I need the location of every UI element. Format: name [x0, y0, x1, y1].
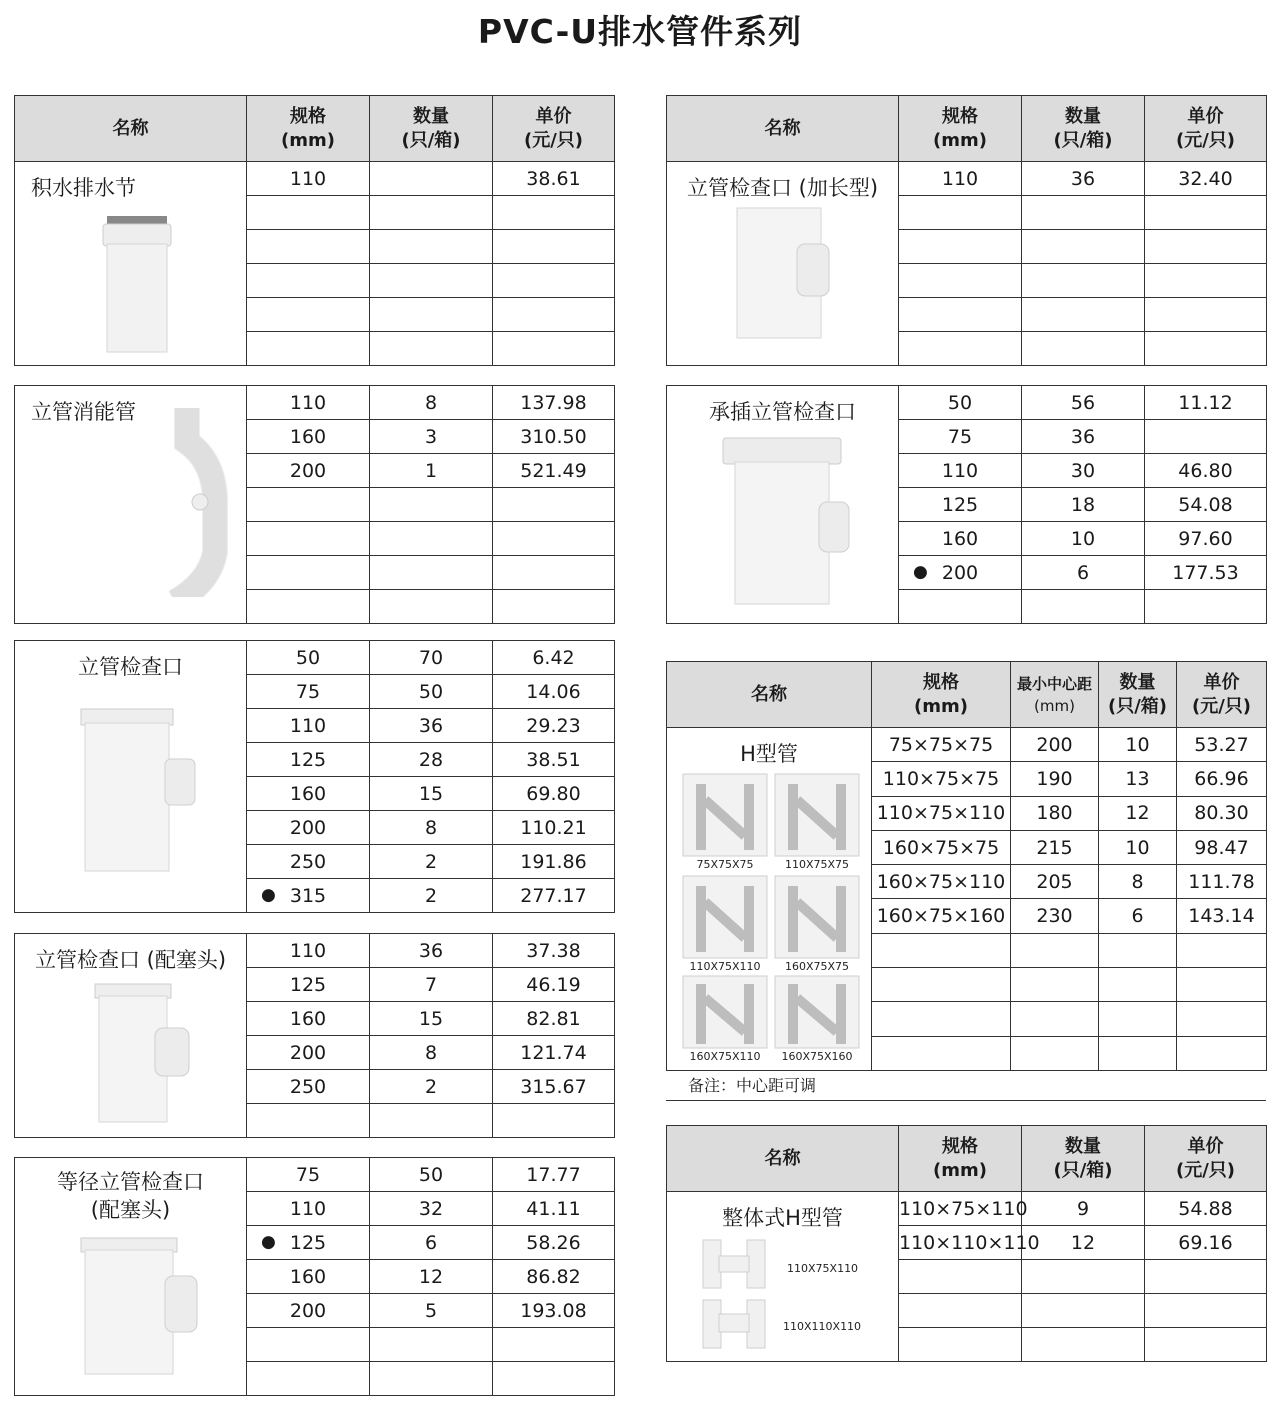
header-spec: 规格 (mm): [899, 96, 1022, 162]
price-cell: 37.38: [493, 934, 615, 968]
price-cell: 82.81: [493, 1002, 615, 1036]
center-cell: 200: [1011, 728, 1099, 762]
qty-cell: 50: [370, 675, 493, 709]
qty-cell: 1: [370, 454, 493, 488]
qty-cell: 10: [1099, 728, 1177, 762]
spec-cell: 125: [899, 488, 1022, 522]
spec-cell: 75: [899, 420, 1022, 454]
qty-cell: 5: [370, 1294, 493, 1328]
header-name: 名称: [667, 96, 899, 162]
qty-cell: 28: [370, 743, 493, 777]
spec-cell: 50: [247, 641, 370, 675]
spec-cell: 160×75×75: [872, 830, 1011, 864]
qty-cell: 50: [370, 1158, 493, 1192]
product-name: 整体式H型管: [722, 1206, 843, 1230]
product-name: 立管检查口 (配塞头): [34, 948, 227, 972]
table-water-trap: [14, 95, 615, 366]
price-cell: 86.82: [493, 1260, 615, 1294]
integral-h-pipe-caption: 110X110X110: [783, 1320, 862, 1333]
h-pipe-caption: 75X75X75: [696, 858, 754, 871]
table-energy-dissipating-pipe: [14, 385, 615, 624]
qty-cell: 8: [370, 1036, 493, 1070]
qty-cell: 8: [1099, 865, 1177, 899]
header-spec: 规格 (mm): [247, 96, 370, 162]
header-spec: 规格 (mm): [872, 662, 1011, 728]
product-name: 等径立管检查口 (配塞头): [57, 1170, 204, 1222]
product-name: 立管检查口 (加长型): [686, 176, 879, 200]
price-cell: 69.16: [1145, 1226, 1267, 1260]
qty-cell: 8: [370, 811, 493, 845]
qty-cell: 30: [1022, 454, 1145, 488]
qty-cell: 15: [370, 777, 493, 811]
price-cell: [1145, 420, 1267, 454]
spec-cell: 200: [247, 1294, 370, 1328]
price-cell: 177.53: [1145, 556, 1267, 590]
price-cell: 46.80: [1145, 454, 1267, 488]
qty-cell: 2: [370, 879, 493, 913]
product-name-cell: [15, 162, 247, 366]
spec-cell: 160: [247, 420, 370, 454]
header-qty: 数量 (只/箱): [1022, 96, 1145, 162]
price-cell: 41.11: [493, 1192, 615, 1226]
product-name-cell: [15, 934, 247, 1138]
product-name: 积水排水节: [31, 176, 136, 200]
spec-cell: 110×110×110: [899, 1226, 1022, 1260]
table-socket-inspection-port: [666, 385, 1267, 624]
price-cell: 521.49: [493, 454, 615, 488]
header-price: 单价 (元/只): [1145, 1126, 1267, 1192]
product-name-cell: [15, 641, 247, 913]
center-cell: 205: [1011, 865, 1099, 899]
qty-cell: 12: [1022, 1226, 1145, 1260]
bullet-icon: ●: [261, 884, 276, 905]
qty-cell: 2: [370, 1070, 493, 1104]
inspection-port-plug-image: [15, 978, 245, 1128]
qty-cell: 6: [370, 1226, 493, 1260]
qty-cell: 36: [370, 934, 493, 968]
product-name-cell: [667, 1192, 899, 1362]
spec-cell: 110×75×110: [899, 1192, 1022, 1226]
price-cell: 58.26: [493, 1226, 615, 1260]
qty-cell: 56: [1022, 386, 1145, 420]
qty-cell: 2: [370, 845, 493, 879]
header-name: 名称: [667, 1126, 899, 1192]
qty-cell: 18: [1022, 488, 1145, 522]
spec-cell: ● 315: [247, 879, 370, 913]
h-pipe-caption: 160X75X110: [689, 1050, 761, 1063]
price-cell: 80.30: [1177, 796, 1267, 830]
qty-cell: [370, 162, 493, 196]
center-cell: 230: [1011, 899, 1099, 933]
price-cell: 53.27: [1177, 728, 1267, 762]
header-qty: 数量 (只/箱): [370, 96, 493, 162]
energy-dissipating-pipe-image: [15, 402, 245, 597]
product-name-cell: [667, 728, 872, 1071]
qty-cell: 13: [1099, 762, 1177, 796]
spec-cell: 250: [247, 1070, 370, 1104]
price-cell: 17.77: [493, 1158, 615, 1192]
spec-cell: 160: [247, 777, 370, 811]
inspection-port-extended-image: [667, 204, 897, 344]
spec-cell: 75×75×75: [872, 728, 1011, 762]
h-pipe-caption: 160X75X160: [781, 1050, 853, 1063]
price-cell: 137.98: [493, 386, 615, 420]
price-cell: 38.51: [493, 743, 615, 777]
qty-cell: 36: [1022, 420, 1145, 454]
price-cell: 54.88: [1145, 1192, 1267, 1226]
header-spec: 规格 (mm): [899, 1126, 1022, 1192]
spec-cell: 250: [247, 845, 370, 879]
qty-cell: 8: [370, 386, 493, 420]
qty-cell: 10: [1022, 522, 1145, 556]
qty-cell: 12: [1099, 796, 1177, 830]
price-cell: 143.14: [1177, 899, 1267, 933]
integral-h-pipe-caption: 110X75X110: [787, 1262, 859, 1275]
spec-cell: 110: [247, 709, 370, 743]
h-pipe-images: [667, 770, 872, 1070]
header-qty: 数量 (只/箱): [1022, 1126, 1145, 1192]
price-cell: 29.23: [493, 709, 615, 743]
center-distance-note: 备注：中心距可调: [688, 1076, 817, 1095]
spec-cell: 200: [247, 454, 370, 488]
header-price: 单价 (元/只): [493, 96, 615, 162]
spec-cell: 75: [247, 675, 370, 709]
h-pipe-caption: 160X75X75: [784, 960, 850, 973]
inspection-port-image: [15, 699, 245, 879]
qty-cell: 12: [370, 1260, 493, 1294]
price-cell: 6.42: [493, 641, 615, 675]
qty-cell: 15: [370, 1002, 493, 1036]
price-cell: 277.17: [493, 879, 615, 913]
spec-cell: 125: [247, 968, 370, 1002]
price-cell: 32.40: [1145, 162, 1267, 196]
spec-cell: 160×75×110: [872, 865, 1011, 899]
spec-cell: 200: [247, 1036, 370, 1070]
product-name-cell: [667, 386, 899, 624]
qty-cell: 36: [370, 709, 493, 743]
spec-cell: 125: [247, 743, 370, 777]
table-inspection-port: [14, 640, 615, 913]
spec-cell: ● 200: [899, 556, 1022, 590]
page-title: PVC-U排水管件系列: [477, 12, 803, 51]
qty-cell: 6: [1099, 899, 1177, 933]
header-name: 名称: [667, 662, 872, 728]
spec-cell: 110×75×110: [872, 796, 1011, 830]
spec-cell: 160×75×160: [872, 899, 1011, 933]
table-integral-h-pipe: [666, 1125, 1267, 1362]
spec-cell: 110: [899, 162, 1022, 196]
spec-cell: 200: [247, 811, 370, 845]
product-name-cell: [15, 386, 247, 624]
header-price: 单价 (元/只): [1145, 96, 1267, 162]
spec-cell: 160: [247, 1260, 370, 1294]
product-name: 立管检查口: [78, 655, 183, 679]
price-cell: 66.96: [1177, 762, 1267, 796]
product-name: H型管: [740, 742, 798, 766]
price-cell: 38.61: [493, 162, 615, 196]
qty-cell: 6: [1022, 556, 1145, 590]
center-cell: 180: [1011, 796, 1099, 830]
price-cell: 69.80: [493, 777, 615, 811]
spec-cell: ● 125: [247, 1226, 370, 1260]
h-pipe-caption: 110X75X75: [784, 858, 850, 871]
spec-cell: 50: [899, 386, 1022, 420]
product-name: 立管消能管: [31, 400, 136, 424]
qty-cell: 70: [370, 641, 493, 675]
integral-h-pipe-images: [667, 1234, 897, 1354]
bullet-icon: ●: [261, 1231, 276, 1252]
qty-cell: 7: [370, 968, 493, 1002]
header-qty: 数量 (只/箱): [1099, 662, 1177, 728]
table-inspection-port-plug: [14, 933, 615, 1138]
equal-inspection-port-image: [15, 1232, 245, 1382]
price-cell: 14.06: [493, 675, 615, 709]
qty-cell: 10: [1099, 830, 1177, 864]
spec-cell: 75: [247, 1158, 370, 1192]
qty-cell: 9: [1022, 1192, 1145, 1226]
spec-cell: 110: [247, 386, 370, 420]
product-name-cell: [667, 162, 899, 366]
qty-cell: 3: [370, 420, 493, 454]
h-pipe-caption: 110X75X110: [689, 960, 761, 973]
table-inspection-port-extended: [666, 95, 1267, 366]
price-cell: 191.86: [493, 845, 615, 879]
price-cell: 98.47: [1177, 830, 1267, 864]
table-equal-inspection-port: [14, 1157, 615, 1396]
center-cell: 190: [1011, 762, 1099, 796]
spec-cell: 110: [247, 162, 370, 196]
price-cell: 193.08: [493, 1294, 615, 1328]
header-price: 单价 (元/只): [1177, 662, 1267, 728]
socket-inspection-port-image: [667, 430, 897, 610]
header-center-distance: 最小中心距 (mm): [1011, 662, 1099, 728]
spec-cell: 160: [247, 1002, 370, 1036]
qty-cell: 32: [370, 1192, 493, 1226]
header-name: 名称: [15, 96, 247, 162]
product-name-cell: [15, 1158, 247, 1396]
spec-cell: 160: [899, 522, 1022, 556]
price-cell: 97.60: [1145, 522, 1267, 556]
spec-cell: 110: [247, 1192, 370, 1226]
spec-cell: 110: [247, 934, 370, 968]
price-cell: 11.12: [1145, 386, 1267, 420]
price-cell: 110.21: [493, 811, 615, 845]
price-cell: 54.08: [1145, 488, 1267, 522]
price-cell: 46.19: [493, 968, 615, 1002]
spec-cell: 110×75×75: [872, 762, 1011, 796]
price-cell: 111.78: [1177, 865, 1267, 899]
table-h-pipe: [666, 661, 1267, 1071]
price-cell: 310.50: [493, 420, 615, 454]
water-trap-image: [15, 206, 245, 356]
bullet-icon: ●: [913, 561, 928, 582]
product-name: 承插立管检查口: [709, 400, 856, 424]
price-cell: 315.67: [493, 1070, 615, 1104]
qty-cell: 36: [1022, 162, 1145, 196]
center-cell: 215: [1011, 830, 1099, 864]
price-cell: 121.74: [493, 1036, 615, 1070]
spec-cell: 110: [899, 454, 1022, 488]
